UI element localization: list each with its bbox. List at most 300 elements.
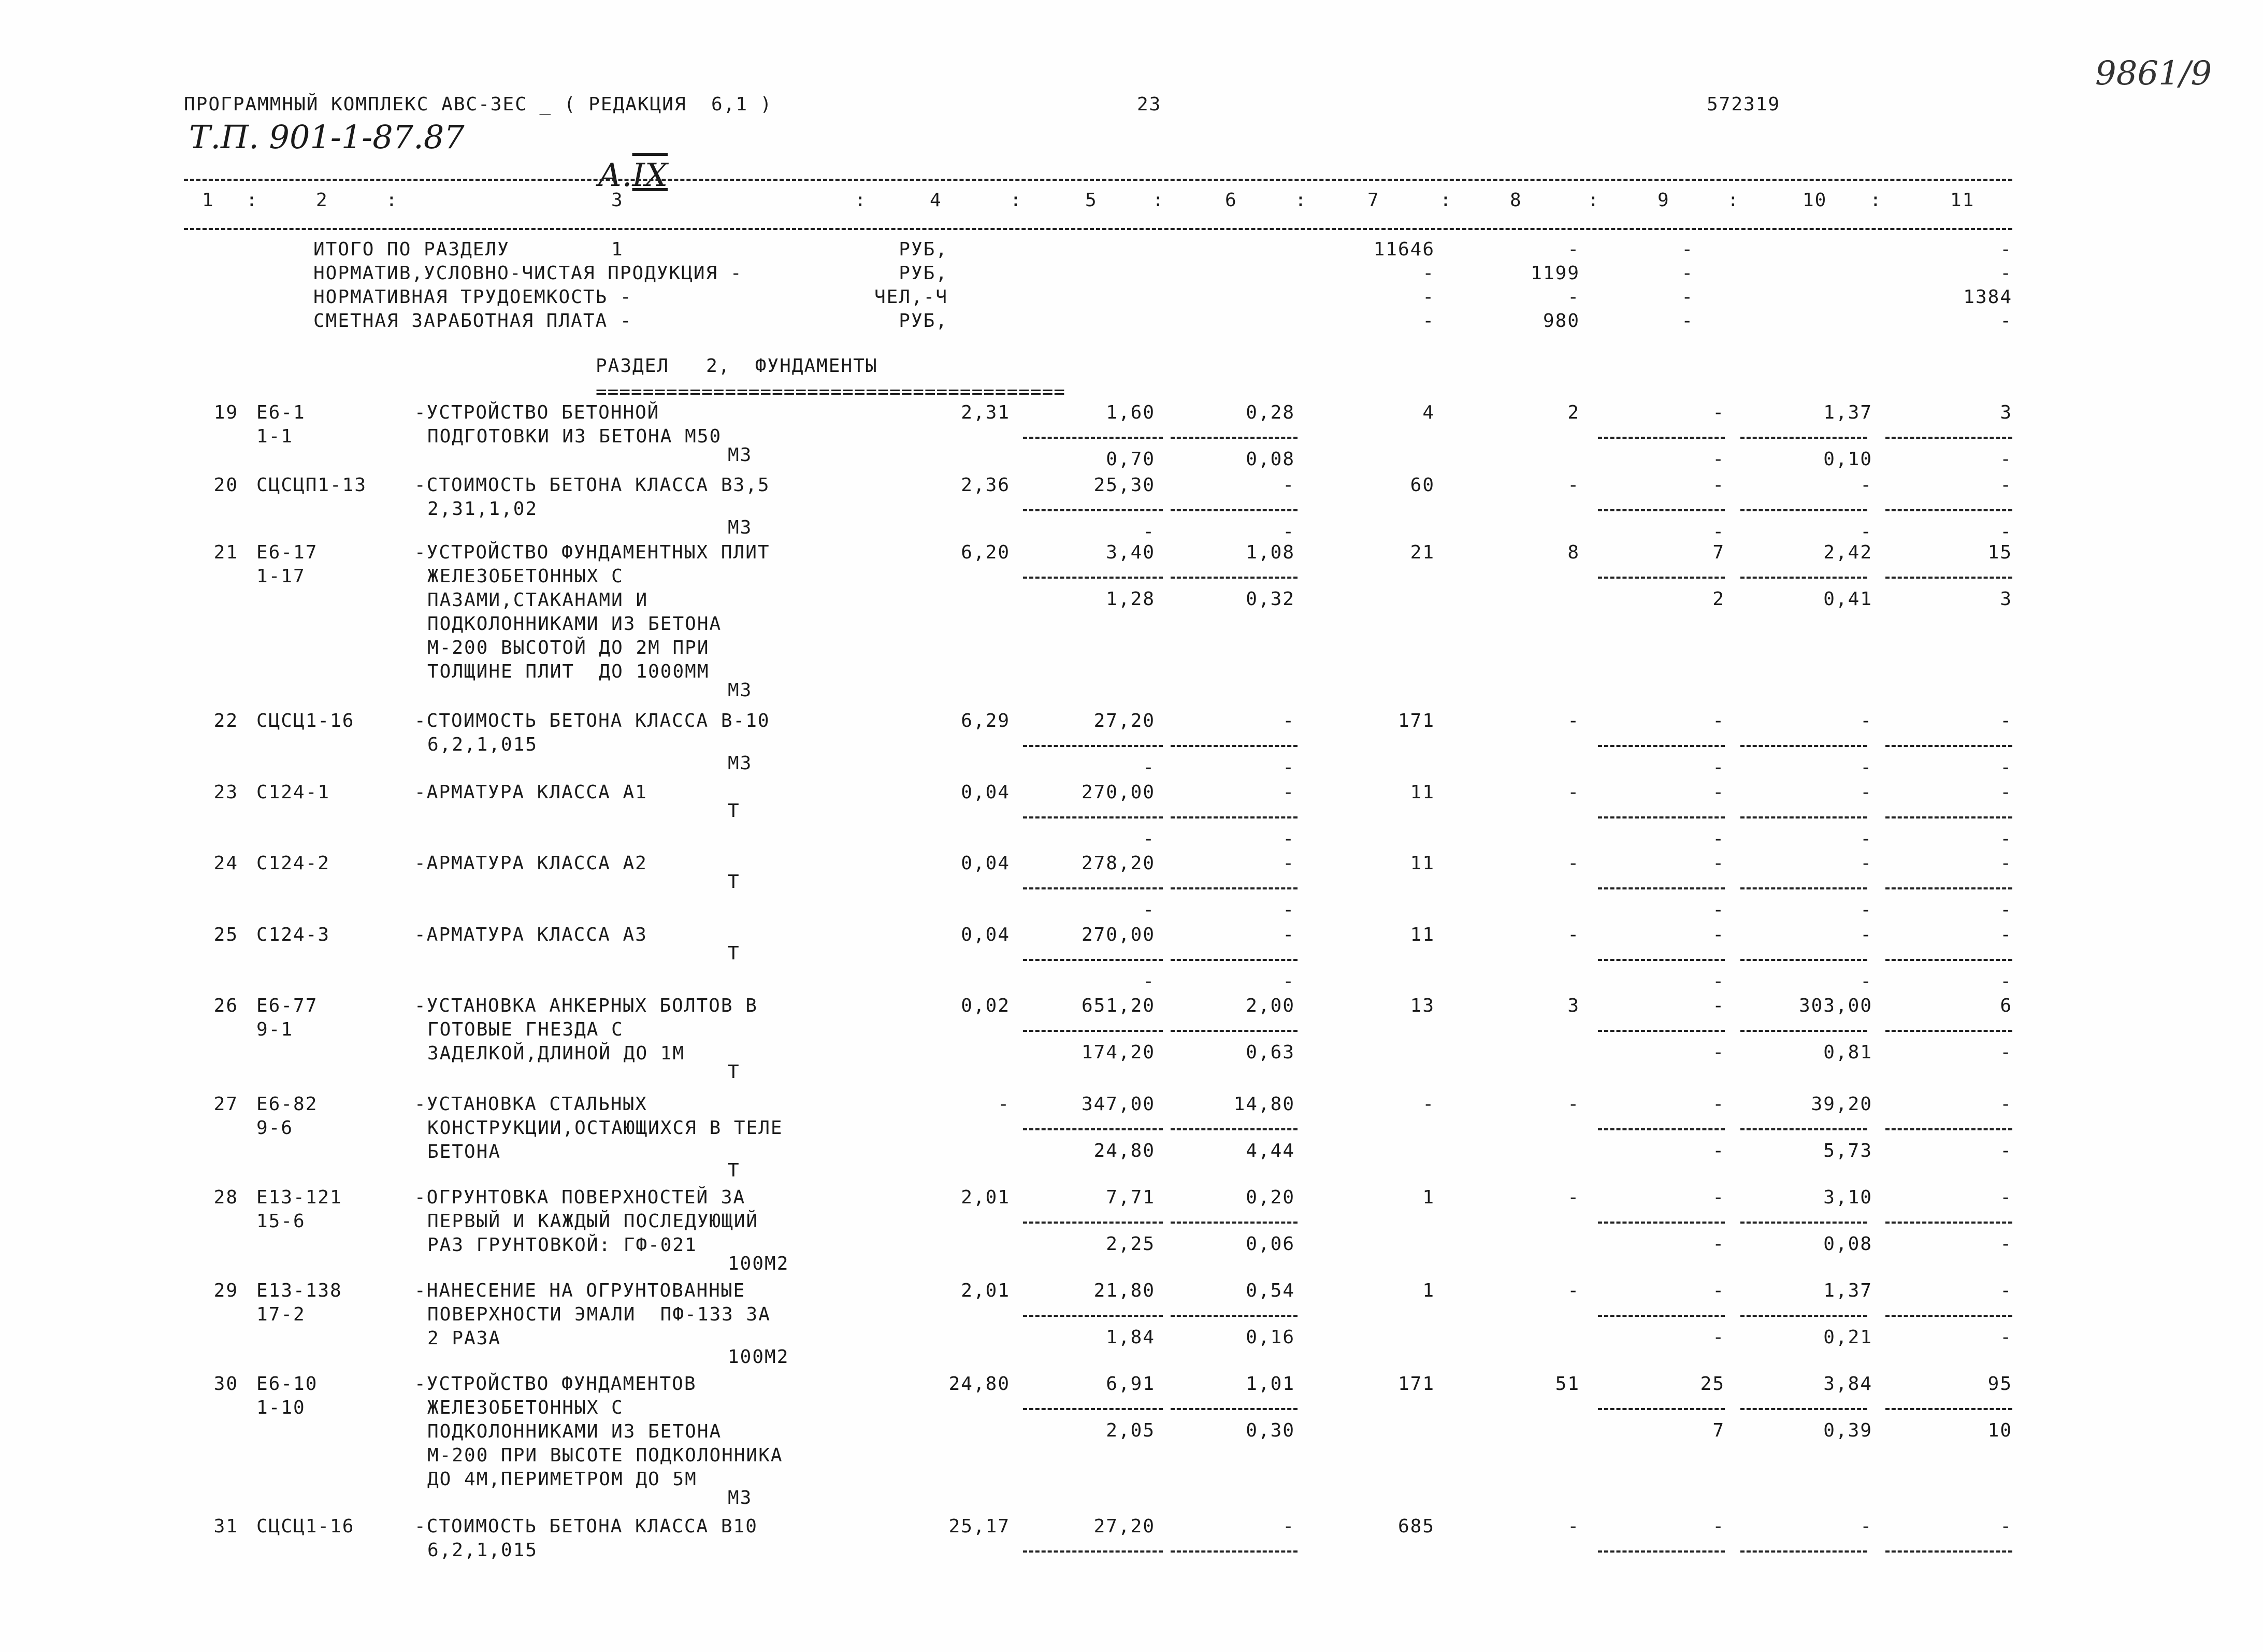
item-c9-rule [1598, 816, 1725, 818]
item-c6-bottom: 4,44 [1246, 1140, 1295, 1161]
item-c5-bottom: - [1143, 828, 1155, 850]
item-col8: 2 [1567, 402, 1580, 423]
item-c11-rule [1885, 816, 2012, 818]
item-unit: Т [728, 943, 740, 964]
item-description: -УСТАНОВКА СТАЛЬНЫХ [414, 1094, 647, 1115]
item-number: 22 [213, 710, 238, 731]
item-description: ДО 4М,ПЕРИМЕТРОМ ДО 5М [427, 1469, 697, 1490]
item-c5-bottom: 1,84 [1106, 1327, 1155, 1348]
column-separator: : [1152, 190, 1165, 211]
summary-col8: 1199 [1531, 263, 1580, 284]
item-c11-rule [1885, 887, 2012, 889]
album-number: IX [632, 156, 668, 194]
item-c11-top: - [2000, 1516, 2012, 1537]
item-description: ПЕРВЫЙ И КАЖДЫЙ ПОСЛЕДУЮЩИЙ [427, 1211, 759, 1232]
item-description: ПОВЕРХНОСТИ ЭМАЛИ ПФ-133 ЗА [427, 1304, 771, 1325]
item-col8: - [1567, 1187, 1580, 1208]
summary-unit: РУБ, [899, 263, 948, 284]
item-col8: - [1567, 1280, 1580, 1301]
item-col7: 171 [1397, 1373, 1435, 1395]
item-c5-rule [1023, 1222, 1163, 1224]
item-description: -НАНЕСЕНИЕ НА ОГРУНТОВАННЫЕ [414, 1280, 746, 1301]
item-c9-top: 25 [1700, 1373, 1725, 1395]
item-c9-bottom: - [1712, 899, 1725, 921]
item-c11-rule [1885, 509, 2012, 511]
column-header: 11 [1950, 190, 1975, 211]
item-description: ТОЛЩИНЕ ПЛИТ ДО 1000ММ [427, 661, 710, 682]
item-c9-top: - [1712, 1094, 1725, 1115]
item-c5-top: 651,20 [1081, 995, 1155, 1016]
item-unit: М3 [728, 753, 753, 774]
item-c11-bottom: 10 [1987, 1420, 2012, 1441]
item-c10-rule [1740, 1550, 1867, 1553]
column-header: 2 [316, 190, 328, 211]
item-c5-rule [1023, 959, 1163, 961]
item-unit: 100М2 [728, 1346, 789, 1368]
item-c5-rule [1023, 1550, 1163, 1553]
item-c10-top: - [1860, 853, 1872, 874]
item-c6-bottom: 0,32 [1246, 588, 1295, 610]
item-c5-top: 347,00 [1081, 1094, 1155, 1115]
item-c5-rule [1023, 816, 1163, 818]
item-unit: М3 [728, 517, 753, 538]
item-number: 31 [213, 1516, 238, 1537]
item-c11-top: - [2000, 924, 2012, 945]
item-c5-top: 270,00 [1081, 924, 1155, 945]
item-c9-bottom: 2 [1712, 588, 1725, 610]
item-number: 23 [213, 782, 238, 803]
item-code: С124-1 [256, 782, 330, 803]
item-c6-top: - [1282, 1516, 1295, 1537]
column-header: 10 [1803, 190, 1827, 211]
item-c11-rule [1885, 437, 2012, 439]
item-c11-rule [1885, 1550, 2012, 1553]
item-c10-rule [1740, 1408, 1867, 1410]
item-c9-rule [1598, 1128, 1725, 1130]
item-c5-bottom: 24,80 [1093, 1140, 1155, 1161]
column-header: 3 [611, 190, 624, 211]
item-description: 2,31,1,02 [427, 498, 538, 520]
item-c6-rule [1171, 887, 1298, 889]
item-description: 6,2,1,015 [427, 734, 538, 755]
item-description: -УСТРОЙСТВО ФУНДАМЕНТНЫХ ПЛИТ [414, 542, 770, 563]
item-c11-bottom: - [2000, 1140, 2012, 1161]
item-code: Е6-17 [256, 542, 318, 563]
item-c9-top: - [1712, 782, 1725, 803]
summary-title: ИТОГО ПО РАЗДЕЛУ [313, 239, 510, 260]
item-c5-top: 1,60 [1106, 402, 1155, 423]
item-number: 26 [213, 995, 238, 1016]
item-c10-rule [1740, 1222, 1867, 1224]
item-c9-rule [1598, 887, 1725, 889]
item-c5-rule [1023, 509, 1163, 511]
item-c6-bottom: 0,08 [1246, 449, 1295, 470]
item-c5-rule [1023, 887, 1163, 889]
item-code: Е6-10 [256, 1373, 318, 1395]
item-c10-bottom: 5,73 [1823, 1140, 1872, 1161]
column-separator: : [1440, 190, 1452, 211]
item-c5-bottom: 2,25 [1106, 1233, 1155, 1255]
item-description: -УСТАНОВКА АНКЕРНЫХ БОЛТОВ В [414, 995, 758, 1016]
summary-col8: - [1567, 239, 1580, 260]
item-c5-bottom: - [1143, 899, 1155, 921]
summary-col11: - [2000, 239, 2012, 260]
item-c11-rule [1885, 959, 2012, 961]
item-c9-bottom: - [1712, 1327, 1725, 1348]
item-description: М-200 ПРИ ВЫСОТЕ ПОДКОЛОННИКА [427, 1445, 783, 1466]
item-c11-rule [1885, 1315, 2012, 1317]
item-c6-bottom: - [1282, 828, 1295, 850]
item-c9-bottom: 7 [1712, 1420, 1725, 1441]
item-c10-bottom: - [1860, 899, 1872, 921]
item-c5-bottom: 2,05 [1106, 1420, 1155, 1441]
item-code: С124-3 [256, 924, 330, 945]
summary-col7: - [1422, 286, 1435, 308]
item-description: ГОТОВЫЕ ГНЕЗДА С [427, 1019, 624, 1040]
item-c6-top: 0,28 [1246, 402, 1295, 423]
item-c9-top: - [1712, 1516, 1725, 1537]
summary-col7: - [1422, 310, 1435, 332]
item-description: БЕТОНА [427, 1141, 501, 1162]
summary-col11: - [2000, 310, 2012, 332]
item-description: -УСТРОЙСТВО БЕТОННОЙ [414, 402, 660, 423]
item-number: 21 [213, 542, 238, 563]
item-c11-rule [1885, 1222, 2012, 1224]
item-col8: - [1567, 1094, 1580, 1115]
item-c11-rule [1885, 745, 2012, 747]
item-c10-bottom: 0,21 [1823, 1327, 1872, 1348]
item-c10-top: - [1860, 475, 1872, 496]
item-c6-bottom: - [1282, 757, 1295, 778]
column-separator: : [1727, 190, 1740, 211]
item-unit: Т [728, 1061, 740, 1083]
item-c10-top: - [1860, 1516, 1872, 1537]
item-c9-bottom: - [1712, 1140, 1725, 1161]
item-quantity: 0,04 [961, 782, 1010, 803]
item-c10-top: 2,42 [1823, 542, 1872, 563]
item-c9-bottom: - [1712, 521, 1725, 542]
album-prefix: А. [597, 156, 632, 194]
item-quantity: 2,31 [961, 402, 1010, 423]
item-c11-top: - [2000, 475, 2012, 496]
item-c5-bottom: 1,28 [1106, 588, 1155, 610]
item-c11-bottom: - [2000, 971, 2012, 992]
item-c10-top: 3,10 [1823, 1187, 1872, 1208]
item-c11-top: - [2000, 1187, 2012, 1208]
item-c10-top: - [1860, 782, 1872, 803]
item-description: КОНСТРУКЦИИ,ОСТАЮЩИХСЯ В ТЕЛЕ [427, 1117, 783, 1139]
item-c5-top: 6,91 [1106, 1373, 1155, 1395]
item-quantity: - [998, 1094, 1010, 1115]
item-c10-bottom: - [1860, 757, 1872, 778]
item-col8: - [1567, 853, 1580, 874]
program-header: ПРОГРАММНЫЙ КОМПЛЕКС АВС-3ЕС _ ( РЕДАКЦИЯ 6,1 ) [184, 94, 773, 115]
summary-col8: 980 [1543, 310, 1580, 332]
item-c9-rule [1598, 577, 1725, 579]
item-code: Е6-77 [256, 995, 318, 1016]
item-c9-rule [1598, 745, 1725, 747]
item-number: 19 [213, 402, 238, 423]
page-number: 23 [1137, 94, 1162, 115]
item-col8: 8 [1567, 542, 1580, 563]
item-quantity: 2,36 [961, 475, 1010, 496]
item-col7: 1 [1422, 1280, 1435, 1301]
item-quantity: 6,29 [961, 710, 1010, 731]
item-c9-rule [1598, 437, 1725, 439]
item-c9-rule [1598, 1408, 1725, 1410]
item-c10-bottom: - [1860, 828, 1872, 850]
item-col7: 13 [1410, 995, 1435, 1016]
item-col8: - [1567, 475, 1580, 496]
item-c10-rule [1740, 1128, 1867, 1130]
item-c10-bottom: 0,10 [1823, 449, 1872, 470]
item-col7: 11 [1410, 924, 1435, 945]
item-c9-top: - [1712, 995, 1725, 1016]
item-col7: 21 [1410, 542, 1435, 563]
item-c9-top: - [1712, 1187, 1725, 1208]
item-code: Е13-121 [256, 1187, 342, 1208]
item-c9-bottom: - [1712, 1042, 1725, 1063]
item-c10-bottom: 0,41 [1823, 588, 1872, 610]
item-c11-top: - [2000, 1094, 2012, 1115]
item-c9-rule [1598, 1030, 1725, 1032]
item-quantity: 25,17 [948, 1516, 1010, 1537]
item-code: СЦСЦ1-16 [256, 710, 355, 731]
item-number: 28 [213, 1187, 238, 1208]
summary-col8: - [1567, 286, 1580, 308]
column-separator: : [1010, 190, 1022, 211]
item-c10-rule [1740, 1315, 1867, 1317]
item-c5-bottom: 174,20 [1081, 1042, 1155, 1063]
section-title: РАЗДЕЛ 2, ФУНДАМЕНТЫ [596, 355, 878, 377]
item-c6-rule [1171, 437, 1298, 439]
column-header: 6 [1225, 190, 1237, 211]
summary-col7: 11646 [1373, 239, 1435, 260]
item-c6-rule [1171, 1550, 1298, 1553]
item-c6-top: 14,80 [1233, 1094, 1295, 1115]
item-description: -АРМАТУРА КЛАССА А3 [414, 924, 647, 945]
item-number: 24 [213, 853, 238, 874]
item-c10-rule [1740, 887, 1867, 889]
item-code: Е6-82 [256, 1094, 318, 1115]
item-c6-bottom: - [1282, 899, 1295, 921]
item-c10-top: 1,37 [1823, 402, 1872, 423]
summary-col11: - [2000, 263, 2012, 284]
item-unit: Т [728, 871, 740, 893]
item-description: РАЗ ГРУНТОВКОЙ: ГФ-021 [427, 1234, 697, 1256]
item-c6-bottom: 0,16 [1246, 1327, 1295, 1348]
item-number: 25 [213, 924, 238, 945]
item-c6-bottom: - [1282, 971, 1295, 992]
item-c11-rule [1885, 1408, 2012, 1410]
item-unit: Т [728, 800, 740, 822]
item-c10-top: - [1860, 710, 1872, 731]
item-description: -ОГРУНТОВКА ПОВЕРХНОСТЕЙ ЗА [414, 1187, 746, 1208]
item-c10-rule [1740, 1030, 1867, 1032]
item-c11-bottom: - [2000, 1327, 2012, 1348]
item-col7: 171 [1397, 710, 1435, 731]
item-code: 9-6 [256, 1117, 294, 1139]
item-description: ЖЕЛЕЗОБЕТОННЫХ С [427, 1397, 624, 1418]
column-separator: : [855, 190, 867, 211]
item-c10-bottom: 0,39 [1823, 1420, 1872, 1441]
item-code: С124-2 [256, 853, 330, 874]
item-c6-rule [1171, 745, 1298, 747]
item-number: 20 [213, 475, 238, 496]
item-c9-top: - [1712, 475, 1725, 496]
item-c6-top: 2,00 [1246, 995, 1295, 1016]
item-c11-top: - [2000, 782, 2012, 803]
item-c5-bottom: - [1143, 971, 1155, 992]
item-c9-bottom: - [1712, 971, 1725, 992]
item-number: 29 [213, 1280, 238, 1301]
item-c10-top: - [1860, 924, 1872, 945]
item-c11-top: - [2000, 853, 2012, 874]
item-c9-rule [1598, 509, 1725, 511]
item-c6-rule [1171, 1222, 1298, 1224]
item-c6-bottom: 0,30 [1246, 1420, 1295, 1441]
column-header: 1 [202, 190, 214, 211]
item-c9-rule [1598, 1550, 1725, 1553]
summary-col9: - [1681, 263, 1694, 284]
item-c11-top: - [2000, 1280, 2012, 1301]
item-c11-bottom: - [2000, 1042, 2012, 1063]
item-description: ЗАДЕЛКОЙ,ДЛИНОЙ ДО 1М [427, 1043, 685, 1064]
item-c9-bottom: - [1712, 449, 1725, 470]
item-quantity: 0,04 [961, 924, 1010, 945]
item-description: ПОДКОЛОННИКАМИ ИЗ БЕТОНА [427, 613, 722, 635]
item-c5-top: 27,20 [1093, 710, 1155, 731]
item-c5-bottom: - [1143, 757, 1155, 778]
item-code: Е6-1 [256, 402, 306, 423]
item-c11-rule [1885, 1030, 2012, 1032]
item-c6-rule [1171, 1030, 1298, 1032]
handwritten-number: 9861/9 [2095, 54, 2212, 93]
item-col7: 4 [1422, 402, 1435, 423]
summary-label: НОРМАТИВ,УСЛОВНО-ЧИСТАЯ ПРОДУКЦИЯ - [313, 263, 743, 284]
item-c10-rule [1740, 745, 1867, 747]
item-c6-top: 1,01 [1246, 1373, 1295, 1395]
item-col7: 685 [1397, 1516, 1435, 1537]
item-c10-rule [1740, 959, 1867, 961]
item-c9-top: - [1712, 1280, 1725, 1301]
item-col8: - [1567, 782, 1580, 803]
column-separator: : [1295, 190, 1307, 211]
item-c6-rule [1171, 816, 1298, 818]
item-c6-bottom: - [1282, 521, 1295, 542]
item-c6-top: 0,54 [1246, 1280, 1295, 1301]
item-c6-rule [1171, 1408, 1298, 1410]
item-col7: - [1422, 1094, 1435, 1115]
item-c9-bottom: - [1712, 757, 1725, 778]
summary-unit: РУБ, [899, 239, 948, 260]
item-c9-top: - [1712, 924, 1725, 945]
item-col7: 11 [1410, 853, 1435, 874]
column-separator: : [246, 190, 258, 211]
item-c6-top: - [1282, 782, 1295, 803]
item-c5-rule [1023, 577, 1163, 579]
column-separator: : [1588, 190, 1600, 211]
item-c9-top: - [1712, 402, 1725, 423]
item-code: 1-1 [256, 426, 294, 447]
item-number: 27 [213, 1094, 238, 1115]
item-unit: М3 [728, 680, 753, 701]
item-description: ПОДКОЛОННИКАМИ ИЗ БЕТОНА [427, 1421, 722, 1442]
item-description: ПАЗАМИ,СТАКАНАМИ И [427, 590, 648, 611]
item-c5-top: 7,71 [1106, 1187, 1155, 1208]
item-quantity: 0,04 [961, 853, 1010, 874]
item-code: 1-17 [256, 566, 306, 587]
item-c5-top: 21,80 [1093, 1280, 1155, 1301]
item-c6-top: 1,08 [1246, 542, 1295, 563]
summary-col9: - [1681, 310, 1694, 332]
item-unit: М3 [728, 444, 753, 466]
item-c5-bottom: 0,70 [1106, 449, 1155, 470]
item-c11-rule [1885, 1128, 2012, 1130]
header-bottom-rule [184, 228, 2012, 230]
item-c11-bottom: - [2000, 449, 2012, 470]
item-c10-top: 3,84 [1823, 1373, 1872, 1395]
item-code: 17-2 [256, 1304, 306, 1325]
column-header: 4 [930, 190, 942, 211]
column-separator: : [1870, 190, 1882, 211]
column-header: 9 [1657, 190, 1670, 211]
item-c11-top: 6 [2000, 995, 2012, 1016]
item-code: СЦСЦП1-13 [256, 475, 367, 496]
item-c11-top: 95 [1987, 1373, 2012, 1395]
item-c9-top: - [1712, 853, 1725, 874]
item-c6-top: - [1282, 853, 1295, 874]
item-col8: 51 [1555, 1373, 1580, 1395]
item-description: 6,2,1,015 [427, 1540, 538, 1561]
summary-unit: РУБ, [899, 310, 948, 332]
item-c10-bottom: - [1860, 971, 1872, 992]
item-c5-rule [1023, 1128, 1163, 1130]
item-c10-top: 303,00 [1798, 995, 1872, 1016]
item-col8: - [1567, 924, 1580, 945]
item-quantity: 0,02 [961, 995, 1010, 1016]
item-c9-rule [1598, 1222, 1725, 1224]
item-description: -АРМАТУРА КЛАССА А2 [414, 853, 647, 874]
item-c5-bottom: - [1143, 521, 1155, 542]
item-c11-bottom: - [2000, 899, 2012, 921]
item-code: СЦСЦ1-16 [256, 1516, 355, 1537]
item-c6-rule [1171, 577, 1298, 579]
item-col8: 3 [1567, 995, 1580, 1016]
item-c9-top: 7 [1712, 542, 1725, 563]
item-c11-bottom: - [2000, 1233, 2012, 1255]
item-quantity: 2,01 [961, 1280, 1010, 1301]
item-c9-rule [1598, 959, 1725, 961]
item-c5-rule [1023, 745, 1163, 747]
item-quantity: 6,20 [961, 542, 1010, 563]
summary-col9: - [1681, 286, 1694, 308]
item-c11-top: - [2000, 710, 2012, 731]
item-description: -АРМАТУРА КЛАССА А1 [414, 782, 647, 803]
item-c5-top: 3,40 [1106, 542, 1155, 563]
summary-number: 1 [611, 239, 624, 260]
item-c6-bottom: 0,06 [1246, 1233, 1295, 1255]
item-unit: М3 [728, 1487, 753, 1509]
item-c11-rule [1885, 577, 2012, 579]
item-c10-rule [1740, 509, 1867, 511]
item-col7: 60 [1410, 475, 1435, 496]
column-header: 7 [1367, 190, 1380, 211]
summary-col9: - [1681, 239, 1694, 260]
summary-label: НОРМАТИВНАЯ ТРУДОЕМКОСТЬ - [313, 286, 632, 308]
item-c11-bottom: 3 [2000, 588, 2012, 610]
item-code: Е13-138 [256, 1280, 342, 1301]
